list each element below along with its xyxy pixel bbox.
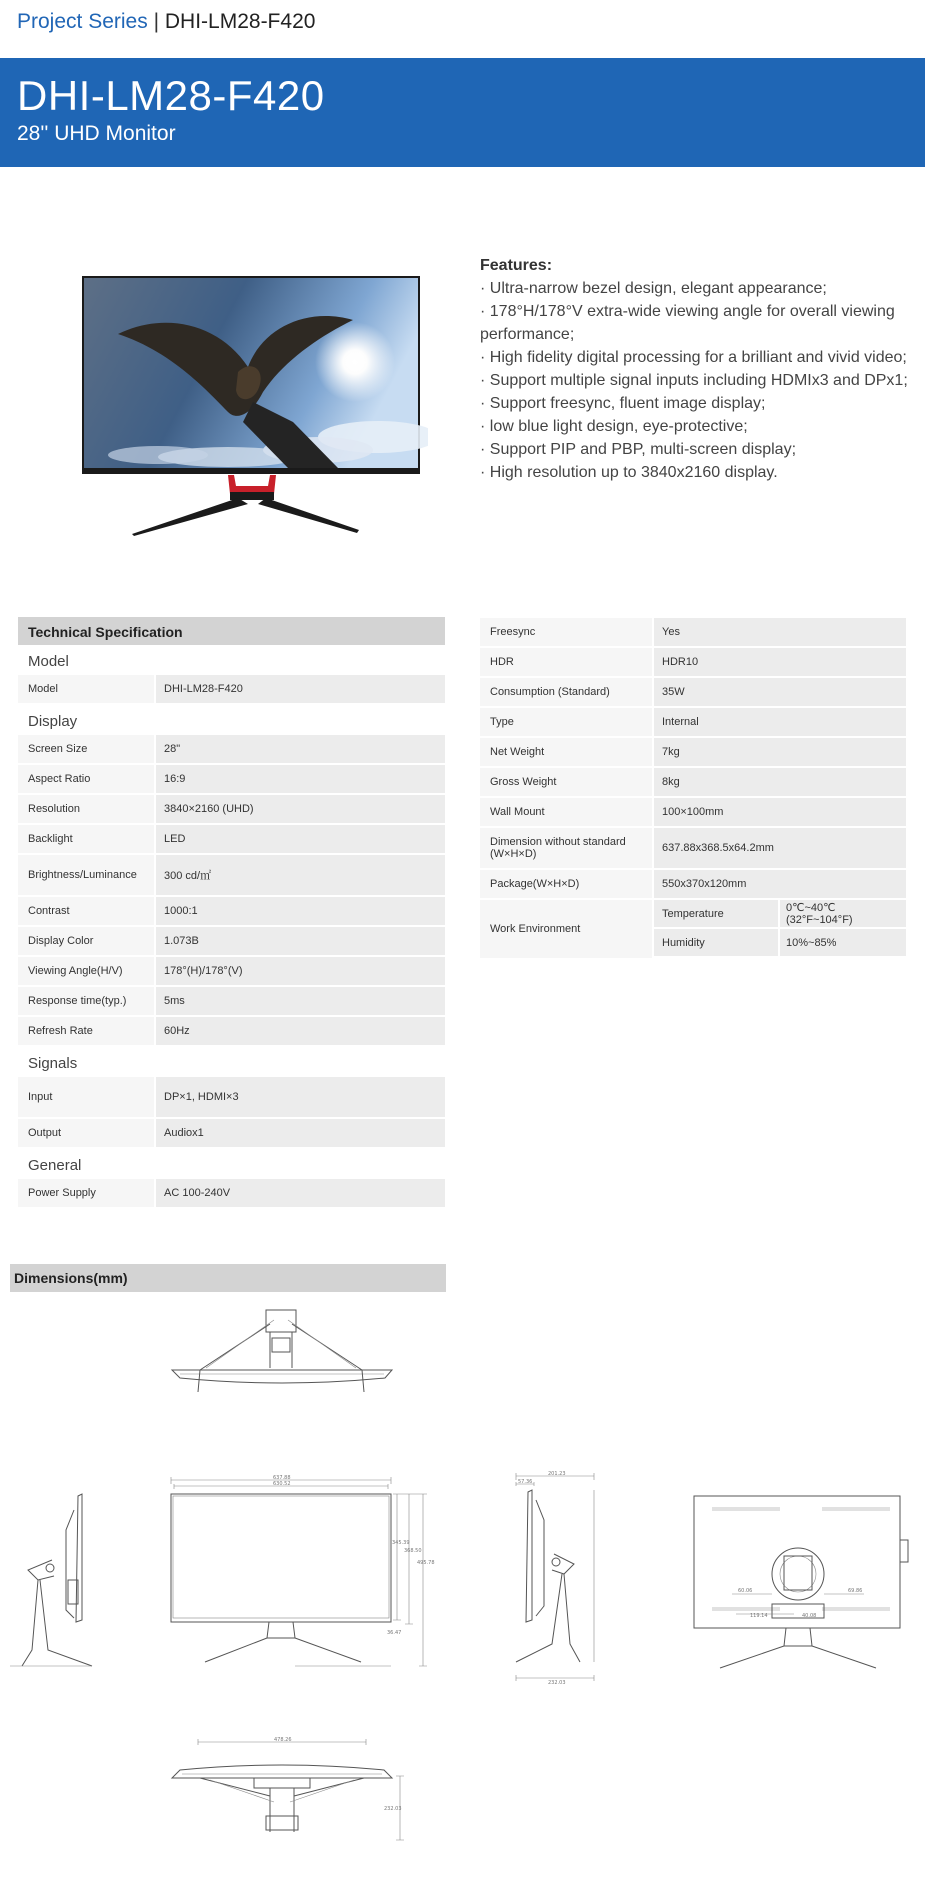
feature-item: · High fidelity digital processing for a brilliant and vivid video; <box>480 349 907 366</box>
spec-title: Technical Specification <box>18 617 445 645</box>
drawing-front-view <box>165 1474 445 1674</box>
spec-key: Power Supply <box>18 1179 154 1207</box>
spec-value: 300 cd/㎡ <box>156 855 445 895</box>
table-row <box>18 855 445 895</box>
table-row <box>18 825 445 853</box>
page-title: DHI-LM28-F420 <box>17 72 325 119</box>
spec-value: 7kg <box>654 738 906 766</box>
table-row <box>18 1119 445 1147</box>
spec-value: 550x370x120mm <box>654 870 906 898</box>
spec-group-general: General <box>28 1157 82 1174</box>
breadcrumb <box>17 10 315 34</box>
table-row <box>480 708 906 736</box>
table-row <box>18 927 445 955</box>
spec-key: Wall Mount <box>480 798 652 826</box>
breadcrumb-separator: | <box>153 10 160 33</box>
spec-key: Refresh Rate <box>18 1017 154 1045</box>
label-side-base: 232.03 <box>548 1680 566 1686</box>
hero-banner <box>0 58 925 167</box>
page-subtitle: 28'' UHD Monitor <box>17 122 176 145</box>
spec-group-signals: Signals <box>28 1055 78 1072</box>
spec-key: Model <box>18 675 154 703</box>
breadcrumb-model: DHI-LM28-F420 <box>164 10 316 33</box>
spec-key: Backlight <box>18 825 154 853</box>
spec-value: 35W <box>654 678 906 706</box>
label-back-mount: 119.14 <box>750 1613 768 1619</box>
feature-item: · 178°H/178°V extra-wide viewing angle for overall viewing performance; <box>480 303 895 343</box>
table-row <box>480 678 906 706</box>
label-bottom-depth: 232.03 <box>384 1806 402 1812</box>
spec-key: Resolution <box>18 795 154 823</box>
table-row <box>480 798 906 826</box>
drawing-bottom-view <box>170 1736 410 1846</box>
spec-key: HDR <box>480 648 652 676</box>
spec-key: Response time(typ.) <box>18 987 154 1015</box>
features-title: Features <box>480 257 547 274</box>
feature-item: · Ultra-narrow bezel design, elegant appearance; <box>480 280 827 297</box>
spec-key: Freesync <box>480 618 652 646</box>
spec-value: 10%~85% <box>780 929 906 956</box>
table-row <box>18 765 445 793</box>
spec-value: 16:9 <box>156 765 445 793</box>
spec-table-right <box>480 618 906 958</box>
spec-key: Type <box>480 708 652 736</box>
spec-key: Input <box>18 1077 154 1117</box>
table-row <box>654 900 906 927</box>
product-image <box>78 272 428 542</box>
table-row <box>480 768 906 796</box>
spec-key: Dimension without standard (W×H×D) <box>480 828 652 868</box>
spec-value: DP×1, HDMI×3 <box>156 1077 445 1117</box>
table-row <box>18 987 445 1015</box>
spec-value: Internal <box>654 708 906 736</box>
drawing-back-view <box>690 1494 910 1674</box>
table-row <box>18 1017 445 1045</box>
feature-item: · High resolution up to 3840x2160 display. <box>480 464 778 481</box>
spec-value: 100×100mm <box>654 798 906 826</box>
spec-subkey: Humidity <box>654 929 778 956</box>
spec-value: 8kg <box>654 768 906 796</box>
spec-value: 1000:1 <box>156 897 445 925</box>
spec-group-model: Model <box>28 653 69 670</box>
table-row <box>18 1179 445 1207</box>
spec-key: Gross Weight <box>480 768 652 796</box>
spec-value: 3840×2160 (UHD) <box>156 795 445 823</box>
spec-key: Aspect Ratio <box>18 765 154 793</box>
table-row <box>18 675 445 703</box>
spec-value: Yes <box>654 618 906 646</box>
feature-item: · Support multiple signal inputs including HDMIx3 and DPx1; <box>480 372 908 389</box>
spec-group-display: Display <box>28 713 78 730</box>
label-bottom-width: 478.26 <box>274 1737 292 1743</box>
feature-item: · Support PIP and PBP, multi-screen display; <box>480 441 797 458</box>
spec-key: Work Environment <box>480 900 652 958</box>
series-label[interactable]: Project Series <box>17 10 148 33</box>
label-side-depth-top: 201.23 <box>548 1471 566 1477</box>
label-side-depth-panel: 57.36 <box>518 1479 533 1485</box>
spec-key: Output <box>18 1119 154 1147</box>
features-list <box>480 254 910 484</box>
label-front-h1: 345.39 <box>392 1540 410 1546</box>
table-row <box>18 735 445 763</box>
spec-key: Brightness/Luminance <box>18 855 154 895</box>
spec-table-left <box>18 617 445 1209</box>
label-front-width-inner: 630.52 <box>273 1481 291 1487</box>
spec-value: Audiox1 <box>156 1119 445 1147</box>
label-front-h3: 495.78 <box>417 1560 435 1566</box>
environment-subtable <box>654 900 906 958</box>
spec-value: 0℃~40℃ (32°F~104°F) <box>780 900 906 927</box>
spec-key: Consumption (Standard) <box>480 678 652 706</box>
table-row <box>480 738 906 766</box>
spec-value: DHI-LM28-F420 <box>156 675 445 703</box>
spec-value: LED <box>156 825 445 853</box>
spec-key: Screen Size <box>18 735 154 763</box>
label-front-h2: 368.50 <box>404 1548 422 1554</box>
features-heading: Features: <box>480 257 553 274</box>
monitor-illustration <box>78 272 428 542</box>
spec-key: Contrast <box>18 897 154 925</box>
table-row <box>480 828 906 868</box>
spec-value: 178°(H)/178°(V) <box>156 957 445 985</box>
spec-value: 28" <box>156 735 445 763</box>
table-row-environment <box>480 900 906 958</box>
drawing-side-view-left <box>8 1490 94 1670</box>
spec-value: HDR10 <box>654 648 906 676</box>
spec-key: Net Weight <box>480 738 652 766</box>
spec-subkey: Temperature <box>654 900 778 927</box>
spec-key: Display Color <box>18 927 154 955</box>
drawing-top-view <box>170 1308 395 1398</box>
table-row <box>18 957 445 985</box>
table-row <box>18 897 445 925</box>
spec-value: 5ms <box>156 987 445 1015</box>
table-row <box>480 648 906 676</box>
spec-key: Package(W×H×D) <box>480 870 652 898</box>
label-front-stand: 36.47 <box>387 1630 402 1636</box>
spec-value: 637.88x368.5x64.2mm <box>654 828 906 868</box>
spec-value: 1.073B <box>156 927 445 955</box>
spec-value: 60Hz <box>156 1017 445 1045</box>
table-row <box>18 1077 445 1117</box>
top-bar <box>0 0 925 58</box>
feature-item: · low blue light design, eye-protective; <box>480 418 748 435</box>
spec-value: AC 100-240V <box>156 1179 445 1207</box>
label-back-inner: 40.08 <box>802 1613 817 1619</box>
label-back-left: 60.06 <box>738 1588 753 1594</box>
label-front-width-outer: 637.88 <box>273 1475 291 1481</box>
drawing-side-view-right <box>508 1470 598 1690</box>
label-back-right: 69.86 <box>848 1588 863 1594</box>
spec-key: Viewing Angle(H/V) <box>18 957 154 985</box>
feature-item: · Support freesync, fluent image display; <box>480 395 766 412</box>
dimensions-title: Dimensions(mm) <box>10 1264 446 1292</box>
table-row <box>480 870 906 898</box>
table-row <box>654 929 906 956</box>
table-row <box>18 795 445 823</box>
table-row <box>480 618 906 646</box>
